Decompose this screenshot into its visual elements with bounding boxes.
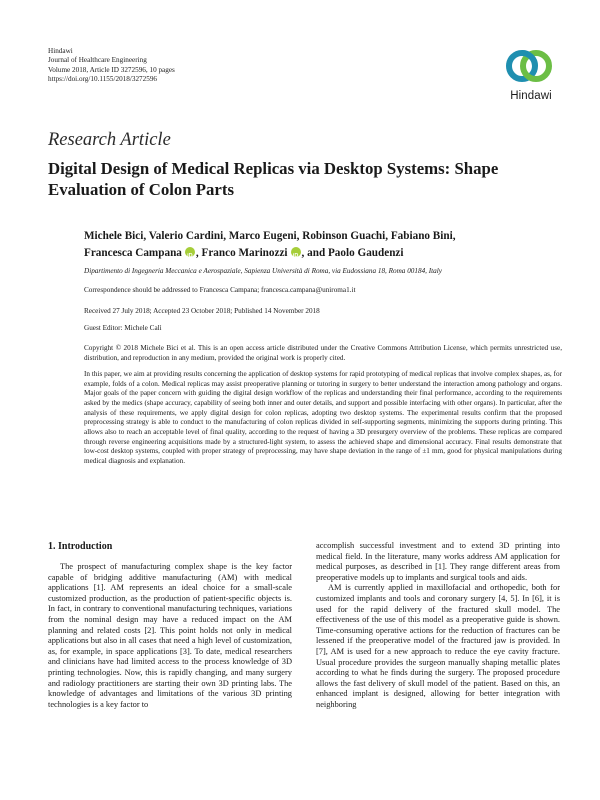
publisher-name: Hindawi <box>48 47 73 55</box>
section-heading: 1. Introduction <box>48 541 113 552</box>
paragraph: accomplish successful investment and to extend 3D printing into medical field. In the literature, many works address AM application for medical purposes, as described in [1]. They range different areas from preoperative models up to implants and surgical tools and aids. <box>316 541 560 582</box>
authors-line-1: Michele Bici, Valerio Cardini, Marco Eugeni, Robinson Guachi, Fabiano Bini, <box>84 230 456 242</box>
hindawi-logo-icon <box>500 44 560 90</box>
journal-name: Journal of Healthcare Engineering <box>48 56 147 65</box>
body-column-right <box>316 541 560 711</box>
orcid-icon[interactable] <box>291 247 301 257</box>
paragraph: AM is currently applied in maxillofacial and orthopedic, both for customized implants and tools and coronary surgery [4, 5]. In [6], it is used for the rapid delivery of the fractured skull model. The effectiveness of the use of this model as a preoperative guide is shown. Time-consuming operative actions for the reduction of fractures can be lessened if the preoperative model of the fractured jaw is provided. In [7], AM is used for a new approach to reduce the eye cavity fracture. Usual procedure provides the surgeon manually shaping metallic plates according to what he finds during the surgery. The proposed procedure allows the fast delivery of skull model of the patient. Based on this, an enhanced implant is designed, allowing for better integration with neighboring <box>316 583 560 709</box>
body-column-left <box>48 541 292 710</box>
doi-link[interactable]: https://doi.org/10.1155/2018/3272596 <box>48 75 158 84</box>
abstract: In this paper, we aim at providing results concerning the application of desktop systems for rapid prototyping of medical replicas that involve complex shapes, as, for example, folds of a colon. Medical replicas may assist preoperative planning or tutoring in surgery to better understand the interaction among pathology and organs. Major goals of the paper concern with guiding the digital design workflow of the replicas and understanding their final performance, according to the requirements asked by the medics (shape accuracy, capability of seeing both inner and outer details, and support and possible interfacing with other organs). In particular, after the analysis of these requirements, we apply digital design for colon replicas, adopting two desktop systems. The experimental results confirm that the proposed preprocessing strategy is able to conduct to the manufacturing of colon replicas divided in self-supporting segments, minimizing the supports during printing. This allows also to reach an acceptable level of final quality, according to the request of having a 3D presurgery overview of the problems. These replicas are compared through reverse engineering acquisitions made by a structured-light system, to assess the achieved shape and dimensional accuracy. Final results demonstrate that low-cost desktop systems, coupled with proper strategy of preprocessing, may have shape deviation in the range of ±1 mm, good for physical manipulations during medical diagnosis and explanation. <box>84 370 562 465</box>
paper-title: Digital Design of Medical Replicas via Desktop Systems: Shape Evaluation of Colon Parts <box>48 159 499 199</box>
hindawi-logo <box>500 44 560 106</box>
logo-wordmark: Hindawi <box>510 90 552 102</box>
article-type: Research Article <box>48 130 171 150</box>
guest-editor: Guest Editor: Michele Calì <box>84 324 162 332</box>
authors-tail: , and Paolo Gaudenzi <box>301 246 404 259</box>
paragraph: The prospect of manufacturing complex shape is the key factor capable of bridging additive manufacturing (AM) with medical applications [1]. AM represents an ideal choice for a small-scale customized production, as the production of patient-specific objects is. In fact, in contrary to conventional manufacturing techniques, variations from the nominal design may have a reduced impact on the AM planning and related costs [2]. This point holds not only in medical applications but also in all cases that need a high level of customization, as, for example, in space applications [3]. To date, medical researchers and clinicians have had limited access to the process knowledge of 3D printing technologies. Now, this is rapidly changing, and many surgery and radiology practitioners are starting their own 3D printing labs. The knowledge of advantages and limitations of the various 3D printing technologies is a key factor to <box>48 562 292 709</box>
author-marinozzi: Franco Marinozzi <box>201 246 288 259</box>
volume-info: Volume 2018, Article ID 3272596, 10 pages <box>48 65 175 74</box>
author-list: Michele Bici, Valerio Cardini, Marco Eugeni, Robinson Guachi, Fabiano Bini, Francesca CampanaiD , Franco MarinozziiD , and Paolo Gaudenzi <box>84 228 564 261</box>
author-campana: Francesca Campana <box>84 246 182 259</box>
correspondence: Correspondence should be addressed to Francesca Campana; francesca.campana@uniroma1.it <box>84 286 356 294</box>
orcid-icon[interactable] <box>185 247 195 257</box>
publication-dates: Received 27 July 2018; Accepted 23 October 2018; Published 14 November 2018 <box>84 307 320 315</box>
copyright-notice: Copyright © 2018 Michele Bici et al. This is an open access article distributed under the Creative Commons Attribution License, which permits unrestricted use, distribution, and reproduction in any medium, provided the original work is properly cited. <box>84 344 562 363</box>
affiliation: Dipartimento di Ingegneria Meccanica e Aerospaziale, Sapienza Università di Roma, via Eudossiana 18, Roma 00184, Italy <box>84 267 442 275</box>
journal-header <box>48 47 175 85</box>
